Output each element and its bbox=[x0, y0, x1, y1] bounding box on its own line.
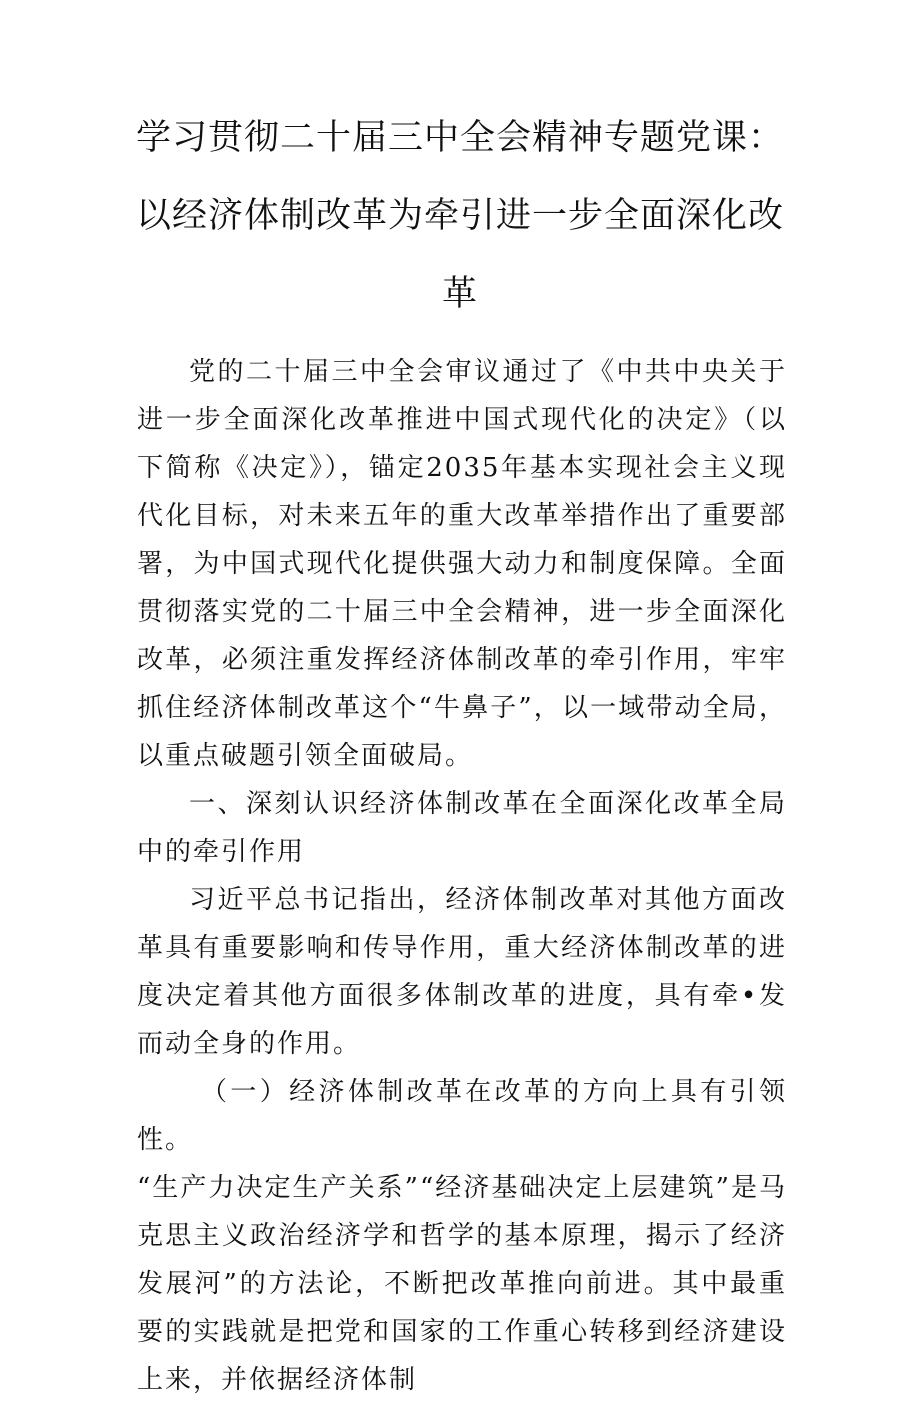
paragraph-principles: “生产力决定生产关系”“经济基础决定上层建筑”是马克思主义政治经济学和哲学的基本原理，揭示了经济发展河”的方法论，不断把改革推向前进。其中最重要的实践就是把党和国家的工作重心转移到经济建设上来，并依据经济体制 bbox=[137, 1173, 787, 1395]
section-heading-1: 一、深刻认识经济体制改革在全面深化改革全局中的牵引作用 bbox=[137, 789, 787, 867]
subsection-heading-1: （一）经济体制改革在改革的方向上具有引领性。 bbox=[137, 1077, 787, 1155]
document-title-line-1: 学习贯彻二十届三中全会精神专题党课： bbox=[135, 118, 784, 158]
document-title-line-2: 以经济体制改革为牵引进一步全面深化改 bbox=[135, 196, 784, 236]
paragraph-quote: 习近平总书记指出，经济体制改革对其他方面改革具有重要影响和传导作用，重大经济体制改革的进度决定着其他方面很多体制改革的进度，具有牵•发而动全身的作用。 bbox=[137, 885, 787, 1059]
document-title-line-3: 革 bbox=[441, 274, 478, 314]
document-body bbox=[137, 348, 787, 1404]
paragraph-intro: 党的二十届三中全会审议通过了《中共中央关于进一步全面深化改革推进中国式现代化的决定》（以下简称《决定》），锚定2035年基本实现社会主义现代化目标，对未来五年的重大改革举措作出了重要部署，为中国式现代化提供强大动力和制度保障。全面贯彻落实党的二十届三中全会精神，进一步全面深化改革，必须注重发挥经济体制改革的牵引作用，牢牢抓住经济体制改革这个“牛鼻子”，以一域带动全局，以重点破题引领全面破局。 bbox=[137, 357, 787, 771]
